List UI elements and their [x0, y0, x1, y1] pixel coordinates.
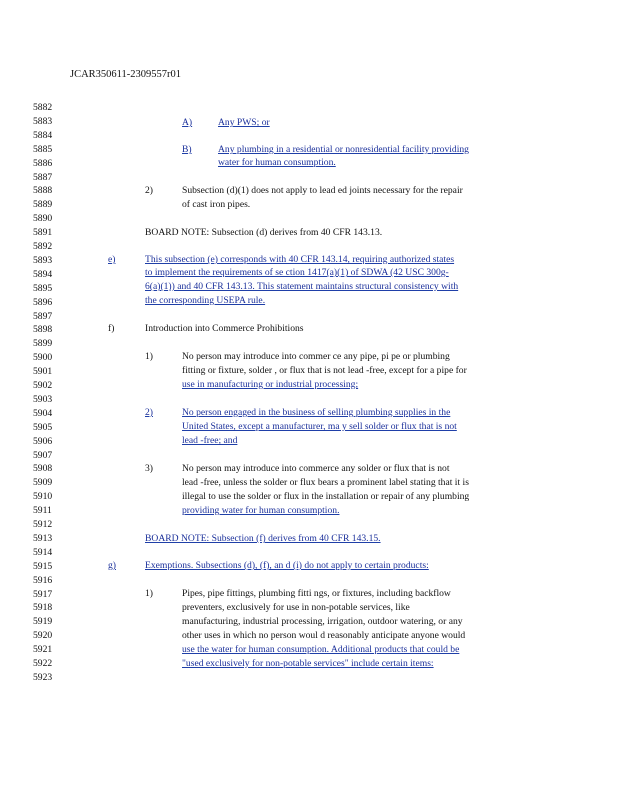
item-f1-line-2: fitting or fixture, solder , or flux that is not lead -free, except for a pipe for [182, 365, 467, 376]
line-number: 5887 [33, 171, 53, 183]
item-b-label: B) [182, 144, 192, 155]
line-number: 5895 [33, 282, 53, 294]
item-f1-label: 1) [145, 351, 153, 362]
line-number: 5904 [33, 407, 53, 419]
line-number: 5913 [33, 532, 53, 544]
subsection-f-label: f) [108, 323, 115, 334]
item-g1-line-2: preventers, exclusively for use in non-potable services, like [182, 602, 410, 613]
board-note-f: BOARD NOTE: Subsection (f) derives from 40 CFR 143.15. [145, 533, 381, 544]
line-number: 5914 [33, 546, 53, 558]
line-number: 5911 [33, 505, 52, 517]
item-f2-label: 2) [145, 407, 153, 418]
item-g1-line-5: use the water for human consumption. Additional products that could be [182, 644, 460, 655]
board-note-d: BOARD NOTE: Subsection (d) derives from 40 CFR 143.13. [145, 227, 383, 238]
line-number: 5897 [33, 310, 53, 322]
item-f3-label: 3) [145, 463, 153, 474]
line-number: 5884 [33, 129, 53, 141]
line-number: 5886 [33, 157, 53, 169]
line-number: 5908 [33, 463, 53, 475]
item-2-line-1: Subsection (d)(1) does not apply to lead ed joints necessary for the repair [182, 185, 463, 196]
item-g1-line-3: manufacturing, industrial processing, irrigation, outdoor watering, or any [182, 616, 463, 627]
item-2-label: 2) [145, 185, 153, 196]
line-number: 5922 [33, 658, 53, 669]
line-number: 5882 [33, 102, 53, 113]
subsection-e-line-1: This subsection (e) corresponds with 40 CFR 143.14, requiring authorized states [145, 254, 455, 265]
subsection-f-heading: Introduction into Commerce Prohibitions [145, 323, 304, 334]
item-f3-line-1: No person may introduce into commerce any solder or flux that is not [182, 463, 450, 474]
line-number: 5903 [33, 393, 53, 405]
item-2-line-2: of cast iron pipes. [182, 199, 251, 210]
line-number: 5912 [33, 519, 53, 530]
item-f2-line-3: lead -free; and [182, 435, 238, 446]
subsection-e-line-2: to implement the requirements of se ction 1417(a)(1) of SDWA (42 USC 300g- [145, 267, 449, 278]
item-g1-label: 1) [145, 588, 153, 599]
item-f3-line-4: providing water for human consumption. [182, 505, 340, 516]
line-number: 5909 [33, 477, 53, 489]
line-number: 5906 [33, 435, 53, 447]
line-number: 5898 [33, 324, 53, 336]
line-number: 5915 [33, 560, 53, 572]
line-number: 5918 [33, 602, 53, 614]
subsection-e-label: e) [108, 254, 116, 265]
item-b-line-2: water for human consumption. [218, 157, 336, 168]
line-number: 5890 [33, 213, 53, 225]
item-f2-line-1: No person engaged in the business of selling plumbing supplies in the [182, 407, 451, 418]
line-number: 5893 [33, 254, 53, 266]
line-number: 5920 [33, 630, 53, 642]
line-number: 5892 [33, 241, 53, 252]
subsection-e-line-4: the corresponding USEPA rule. [145, 295, 266, 306]
item-a-label: A) [182, 117, 193, 128]
line-number: 5919 [33, 616, 53, 628]
line-number: 5916 [33, 574, 53, 586]
line-number: 5900 [33, 352, 53, 364]
line-number: 5889 [33, 199, 53, 211]
subsection-g-heading: Exemptions. Subsections (d), (f), an d (i) do not apply to certain products: [145, 560, 429, 571]
item-f1-line-3: use in manufacturing or industrial processing; [182, 379, 359, 390]
item-g1-line-6: "used exclusively for non-potable services" include certain items: [182, 658, 434, 669]
line-number: 5923 [33, 671, 53, 683]
line-number: 5883 [33, 115, 53, 127]
line-number: 5901 [33, 366, 53, 378]
item-f1-line-1: No person may introduce into commer ce any pipe, pi pe or plumbing [182, 351, 450, 362]
item-b-line-1: Any plumbing in a residential or nonresidential facility providing [218, 144, 469, 155]
line-number: 5905 [33, 421, 53, 433]
subsection-g-label: g) [108, 560, 116, 571]
line-number: 5917 [33, 588, 53, 600]
line-number: 5894 [33, 268, 53, 280]
line-number: 5907 [33, 449, 53, 461]
item-f3-line-2: lead -free, unless the solder or flux bears a prominent label stating that it is [182, 477, 469, 488]
subsection-e-line-3: 6(a)(1)) and 40 CFR 143.13. This statement maintains structural consistency with [145, 281, 459, 292]
item-a-text: Any PWS; or [218, 117, 270, 128]
item-g1-line-1: Pipes, pipe fittings, plumbing fitti ngs, or fixtures, including backflow [182, 588, 451, 599]
line-number: 5910 [33, 491, 53, 503]
line-number: 5899 [33, 338, 53, 350]
item-f2-line-2: United States, except a manufacturer, ma y sell solder or flux that is not [182, 421, 457, 432]
line-number: 5896 [33, 296, 53, 308]
item-f3-line-3: illegal to use the solder or flux in the installation or repair of any plumbing [182, 491, 470, 502]
item-g1-line-4: other uses in which no person woul d reasonably anticipate anyone would [182, 630, 466, 641]
line-number: 5921 [33, 644, 53, 656]
line-number: 5891 [33, 227, 53, 239]
document-id-header: JCAR350611-2309557r01 [70, 69, 182, 80]
line-number: 5885 [33, 143, 53, 155]
line-number: 5902 [33, 380, 53, 391]
line-number: 5888 [33, 185, 53, 197]
